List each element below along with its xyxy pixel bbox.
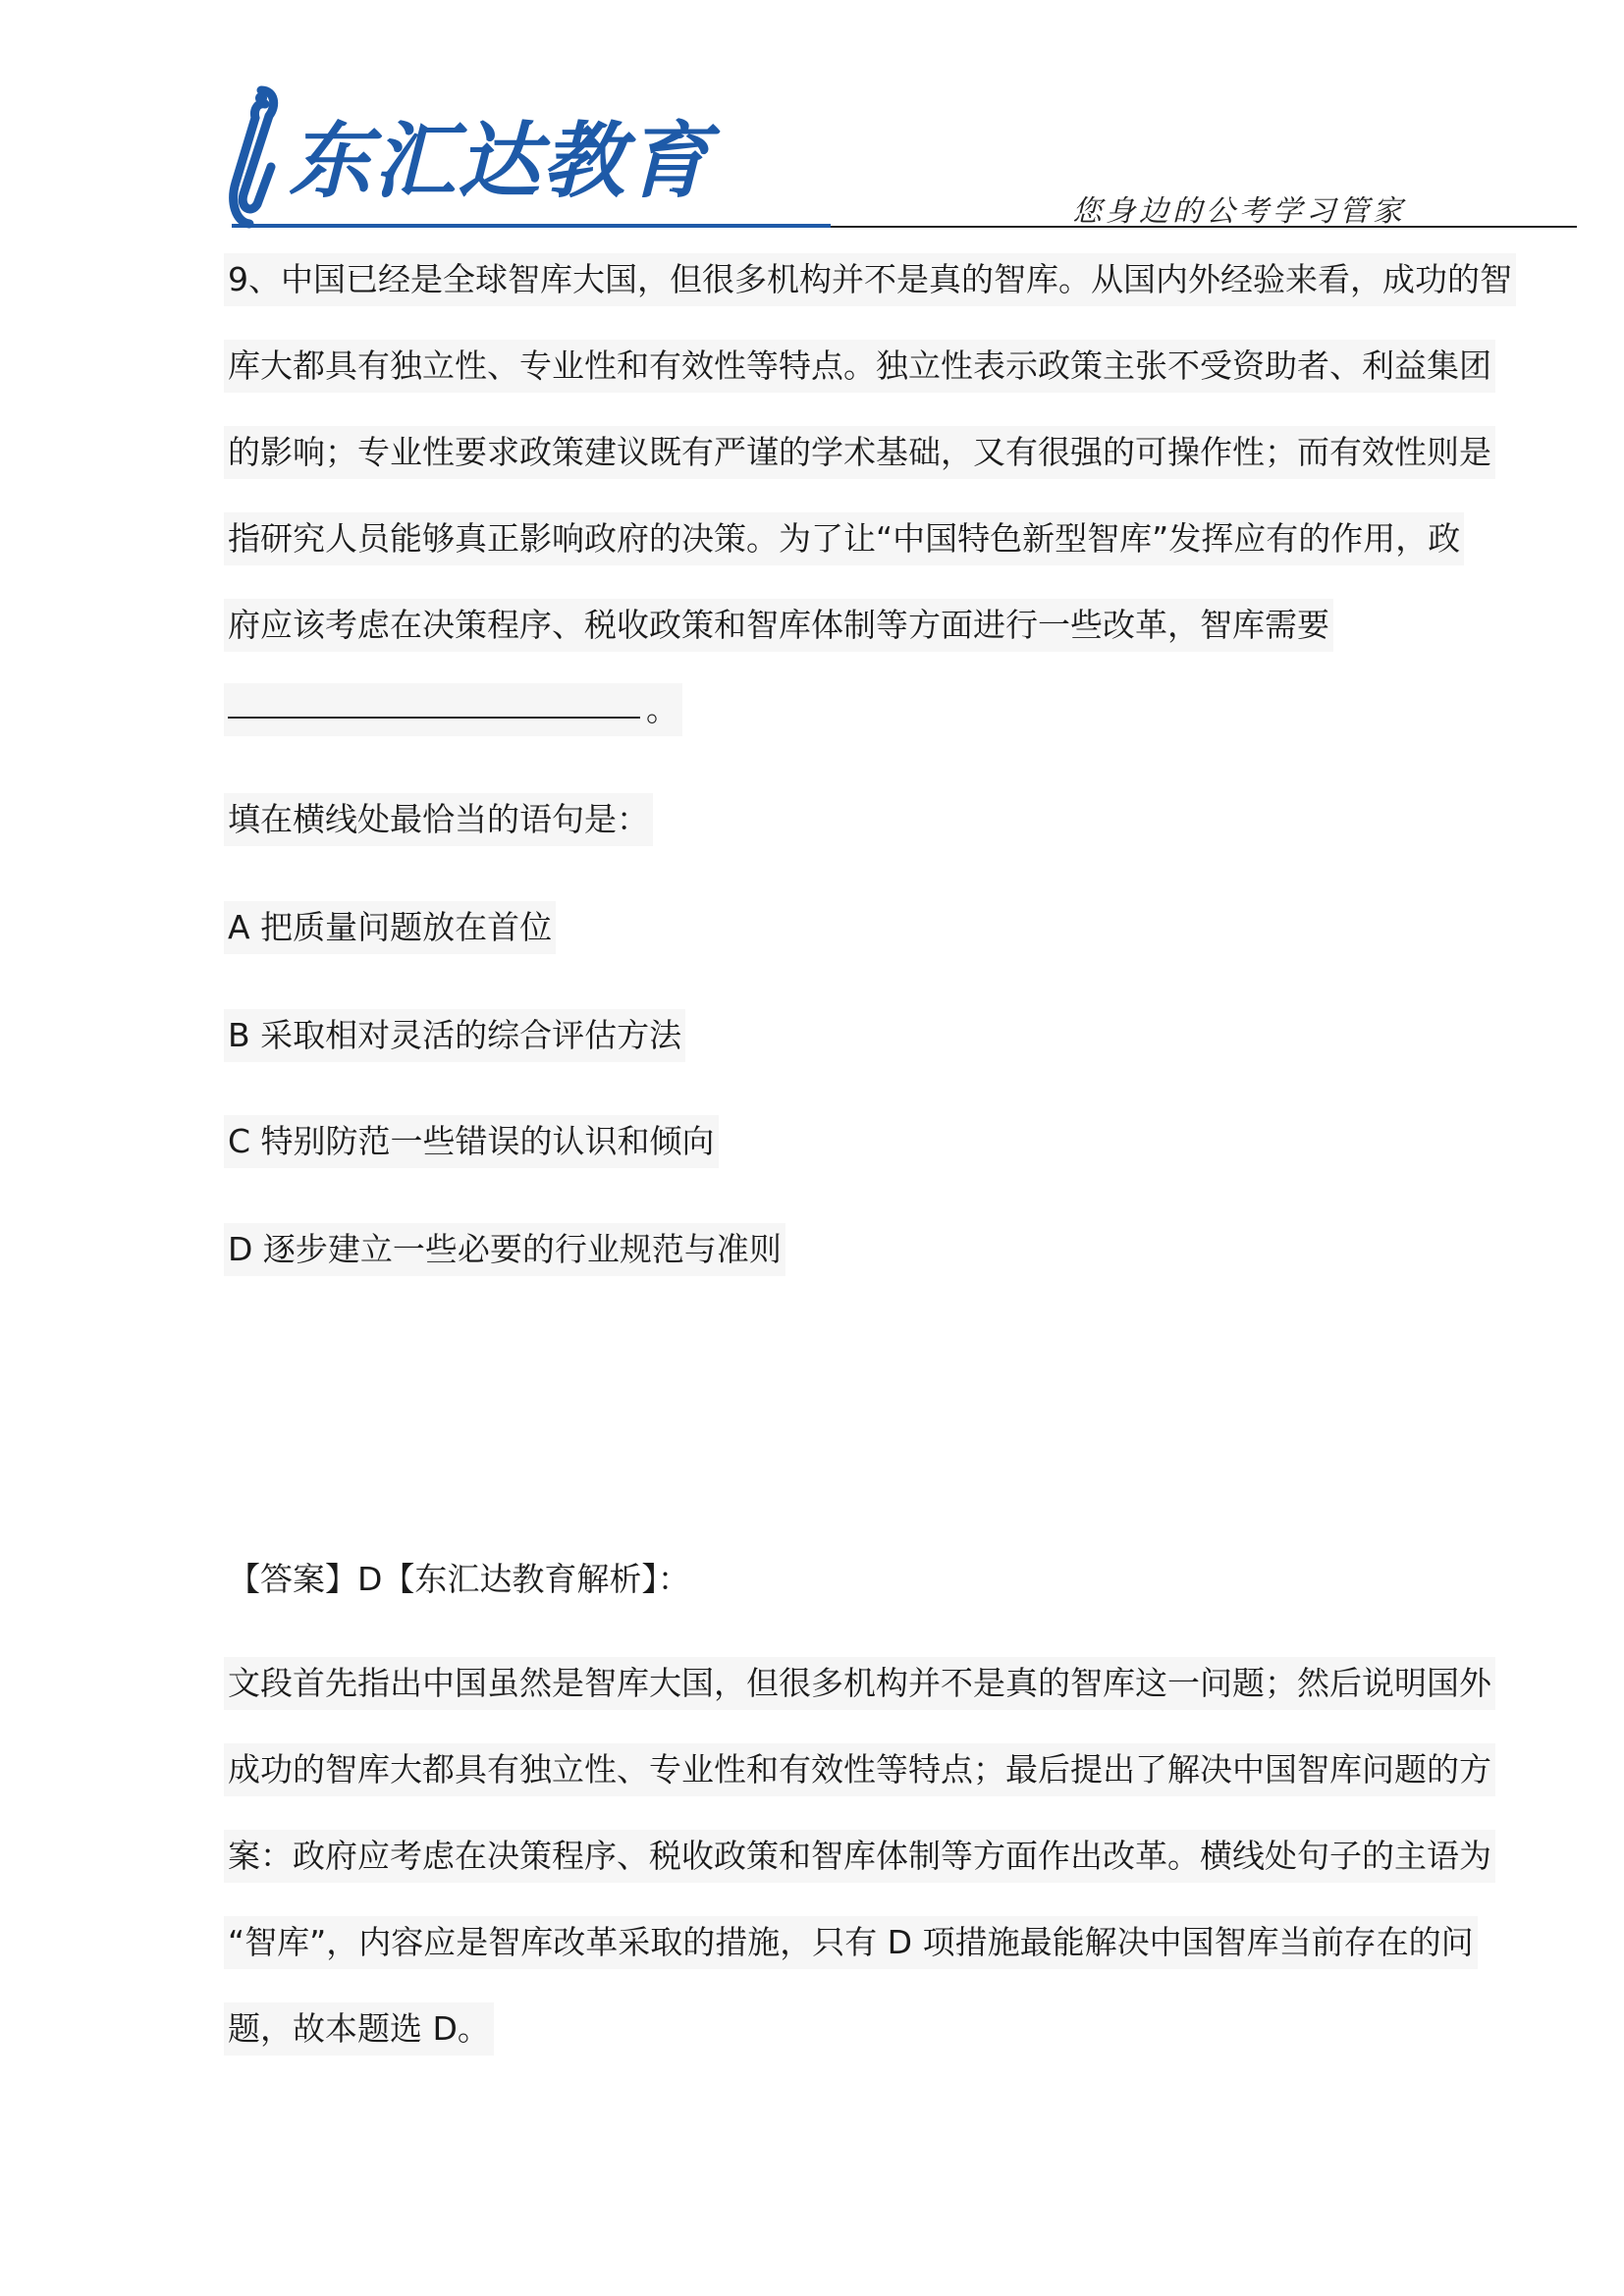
analysis-line-3: 案：政府应考虑在决策程序、税收政策和智库体制等方面作出改革。横线处句子的主语为	[224, 1830, 1495, 1883]
analysis-line-4: “智库”，内容应是智库改革采取的措施，只有 D 项措施最能解决中国智库当前存在的问	[224, 1916, 1478, 1969]
answer-heading: 【答案】D【东汇达教育解析】：	[228, 1560, 690, 1598]
option-b: B 采取相对灵活的综合评估方法	[224, 1009, 685, 1062]
question-number: 9、	[228, 260, 281, 298]
question-line-3: 的影响；专业性要求政策建议既有严谨的学术基础，又有很强的可操作性；而有效性则是	[224, 426, 1495, 479]
question-text: 中国已经是全球智库大国，但很多机构并不是真的智库。从国内外经验来看，成功的智	[281, 260, 1512, 298]
blank-end-punct: 。	[646, 690, 678, 728]
question-prompt: 填在横线处最恰当的语句是：	[224, 793, 653, 846]
question-line-4: 指研究人员能够真正影响政府的决策。为了让“中国特色新型智库”发挥应有的作用，政	[224, 512, 1464, 565]
logo-text: 东汇达教育	[289, 113, 712, 209]
header-tagline: 您身边的公考学习管家	[1072, 194, 1406, 229]
question-line-5: 府应该考虑在决策程序、税收政策和智库体制等方面进行一些改革，智库需要	[224, 599, 1333, 652]
question-blank-line	[224, 683, 682, 736]
option-c: C 特别防范一些错误的认识和倾向	[224, 1115, 719, 1168]
logo-icon	[222, 84, 281, 232]
question-line-1	[224, 253, 1516, 306]
analysis-line-5: 题，故本题选 D。	[224, 2002, 494, 2056]
question-line-2: 库大都具有独立性、专业性和有效性等特点。独立性表示政策主张不受资助者、利益集团	[224, 340, 1495, 393]
header-rule-blue	[232, 224, 831, 228]
analysis-line-2: 成功的智库大都具有独立性、专业性和有效性等特点；最后提出了解决中国智库问题的方	[224, 1743, 1495, 1796]
option-a: A 把质量问题放在首位	[224, 901, 556, 954]
page-header	[218, 84, 1406, 241]
answer-blank	[228, 683, 640, 719]
option-d: D 逐步建立一些必要的行业规范与准则	[224, 1223, 785, 1276]
analysis-line-1: 文段首先指出中国虽然是智库大国，但很多机构并不是真的智库这一问题；然后说明国外	[224, 1657, 1495, 1710]
